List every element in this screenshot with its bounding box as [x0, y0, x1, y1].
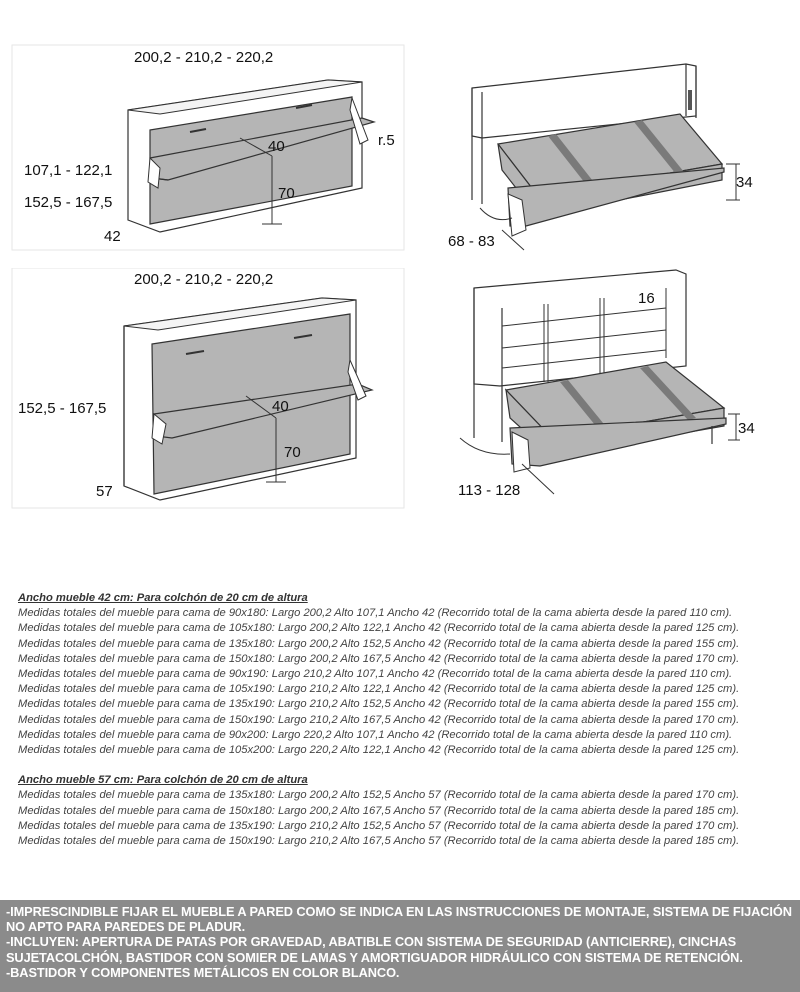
bed-height-label: 34	[736, 174, 753, 191]
width-label: 200,2 - 210,2 - 220,2	[134, 271, 274, 288]
notes-bar	[0, 900, 800, 992]
spec-57-row: Medidas totales del mueble para cama de 150x190: Largo 210,2 Alto 167,5 Ancho 57 (Recorrido total de la cama abierta desde la pared 185 cm).	[18, 835, 740, 848]
shelf-depth-label: 16	[638, 290, 655, 307]
bed-height-label: 34	[738, 420, 755, 437]
shelf-depth-label: 40	[272, 398, 289, 415]
open-57-drawing	[440, 268, 800, 513]
spec-42-row: Medidas totales del mueble para cama de 135x190: Largo 210,2 Alto 152,5 Ancho 42 (Recorrido total de la cama abierta desde la pared 155 cm).	[18, 698, 740, 711]
closed-42-drawing	[0, 40, 420, 255]
spec-57-heading: Ancho mueble 57 cm: Para colchón de 20 cm de altura	[18, 774, 308, 787]
reach-label: 68 - 83	[448, 233, 495, 250]
height-label-1: 107,1 - 122,1	[24, 162, 113, 179]
spec-42-row: Medidas totales del mueble para cama de 135x180: Largo 200,2 Alto 152,5 Ancho 42 (Recorrido total de la cama abierta desde la pared 155 cm).	[18, 637, 740, 650]
spec-text	[18, 591, 788, 849]
spec-57-row: Medidas totales del mueble para cama de 150x180: Largo 200,2 Alto 167,5 Ancho 57 (Recorrido total de la cama abierta desde la pared 185 cm).	[18, 804, 740, 817]
diagram-open-42	[440, 40, 800, 255]
spec-42-row: Medidas totales del mueble para cama de 105x180: Largo 200,2 Alto 122,1 Ancho 42 (Recorrido total de la cama abierta desde la pared 125 cm).	[18, 622, 740, 635]
leg-height-label: 70	[278, 185, 295, 202]
height-label-2: 152,5 - 167,5	[24, 194, 113, 211]
spec-42-row: Medidas totales del mueble para cama de 105x200: Largo 220,2 Alto 122,1 Ancho 42 (Recorrido total de la cama abierta desde la pared 125 cm).	[18, 744, 740, 757]
spec-42-row: Medidas totales del mueble para cama de 150x190: Largo 210,2 Alto 167,5 Ancho 42 (Recorrido total de la cama abierta desde la pared 170 cm).	[18, 713, 740, 726]
spec-42-row: Medidas totales del mueble para cama de 105x190: Largo 210,2 Alto 122,1 Ancho 42 (Recorrido total de la cama abierta desde la pared 125 cm).	[18, 683, 740, 696]
diagram-open-57	[440, 268, 800, 513]
spec-42-row: Medidas totales del mueble para cama de 150x180: Largo 200,2 Alto 167,5 Ancho 42 (Recorrido total de la cama abierta desde la pared 170 cm).	[18, 652, 740, 665]
spec-57-row: Medidas totales del mueble para cama de 135x190: Largo 210,2 Alto 152,5 Ancho 57 (Recorrido total de la cama abierta desde la pared 170 cm).	[18, 819, 740, 832]
spec-42-heading: Ancho mueble 42 cm: Para colchón de 20 cm de altura	[18, 592, 308, 604]
diagram-closed-42	[0, 40, 420, 255]
radius-label: r.5	[378, 132, 395, 149]
depth-label: 57	[96, 483, 113, 500]
reach-label: 113 - 128	[458, 482, 521, 499]
depth-label: 42	[104, 228, 121, 245]
spec-42-row: Medidas totales del mueble para cama de 90x190: Largo 210,2 Alto 107,1 Ancho 42 (Recorrido total de la cama abierta desde la pared 110 cm).	[18, 668, 733, 681]
diagram-closed-57	[0, 268, 420, 513]
height-label: 152,5 - 167,5	[18, 400, 107, 417]
spec-57-row: Medidas totales del mueble para cama de 135x180: Largo 200,2 Alto 152,5 Ancho 57 (Recorrido total de la cama abierta desde la pared 170 cm).	[18, 789, 740, 802]
spec-42-row: Medidas totales del mueble para cama de 90x180: Largo 200,2 Alto 107,1 Ancho 42 (Recorrido total de la cama abierta desde la pared 110 cm).	[18, 607, 733, 620]
closed-57-drawing	[0, 268, 420, 513]
note-frame-color: -BASTIDOR Y COMPONENTES METÁLICOS EN COLOR BLANCO.	[6, 964, 400, 980]
width-label: 200,2 - 210,2 - 220,2	[134, 49, 274, 66]
note-includes: -INCLUYEN: APERTURA DE PATAS POR GRAVEDAD, ABATIBLE CON SISTEMA DE SEGURIDAD (ANTICIERRE), CINCHAS SUJETACOLCHÓN, BASTIDOR CON SOMIER DE LAMAS Y AMORTIGUADOR HIDRÁULICO CON SISTEMA DE RETENCIÓN.	[6, 934, 743, 965]
shelf-depth-label: 40	[268, 138, 285, 155]
open-42-drawing	[440, 40, 800, 255]
leg-height-label: 70	[284, 444, 301, 461]
spec-gap	[18, 758, 788, 773]
note-fixing: -IMPRESCINDIBLE FIJAR EL MUEBLE A PARED COMO SE INDICA EN LAS INSTRUCCIONES DE MONTAJE, SISTEMA DE FIJACIÓN NO APTO PARA PAREDES DE PLADUR.	[6, 904, 792, 935]
spec-42-row: Medidas totales del mueble para cama de 90x200: Largo 220,2 Alto 107,1 Ancho 42 (Recorrido total de la cama abierta desde la pared 110 cm).	[18, 728, 733, 741]
